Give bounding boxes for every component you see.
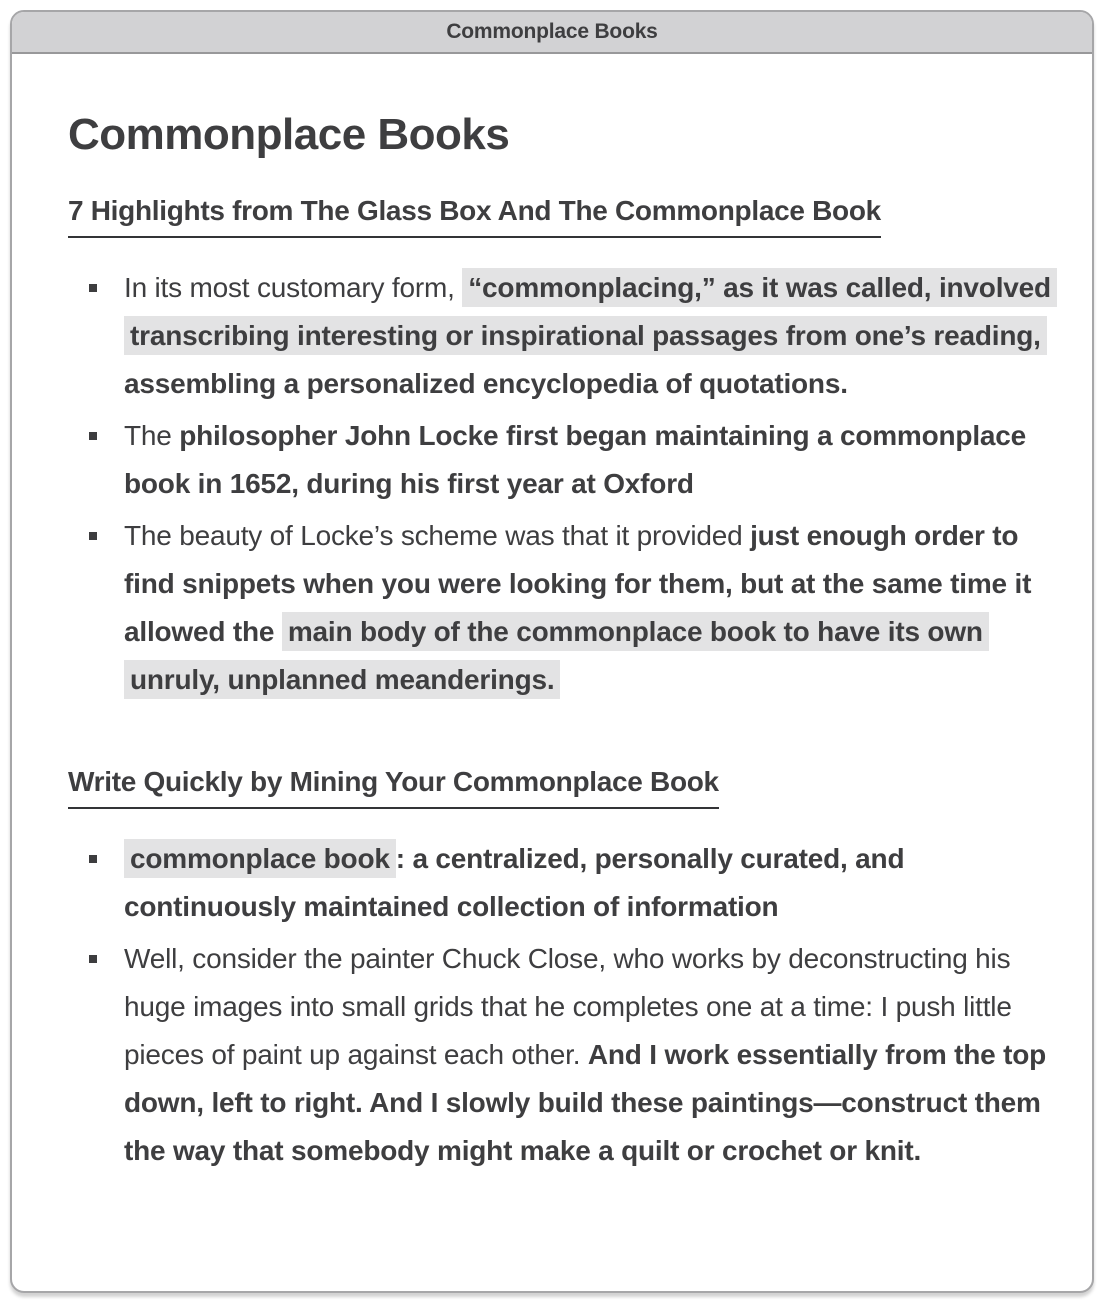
section-heading: 7 Highlights from The Glass Box And The Commonplace Book [68, 194, 881, 238]
bold-text: : a centralized, personally curated, and continuously maintained collection of information [124, 843, 905, 922]
list-item [68, 935, 1070, 1175]
bullet-icon [89, 432, 97, 440]
bullet-icon [89, 532, 97, 540]
bold-text: assembling a personalized encyclopedia of quotations. [124, 368, 848, 399]
bullet-icon [89, 855, 97, 863]
bullet-icon [89, 284, 97, 292]
notes-window [10, 10, 1094, 1293]
list-item [68, 412, 1070, 508]
text-run: In its most customary form, [124, 272, 463, 303]
list-item [68, 835, 1070, 931]
document-section [68, 758, 1070, 1175]
text-run: The beauty of Locke’s scheme was that it provided [124, 520, 751, 551]
highlight-list [68, 264, 1070, 704]
highlighted-text: “commonplacing,” as it was called, involved transcribing interesting or inspirational passages from one’s reading, [124, 268, 1057, 355]
highlighted-text: commonplace book [124, 839, 396, 878]
list-item [68, 512, 1070, 704]
highlighted-text: main body of the commonplace book to have its own unruly, unplanned meanderings. [124, 612, 989, 699]
window-titlebar[interactable] [12, 12, 1092, 54]
text-run: The [124, 420, 180, 451]
sections [68, 187, 1070, 1175]
highlight-list [68, 835, 1070, 1175]
list-item [68, 264, 1070, 408]
document-content [12, 54, 1092, 1215]
bold-text: just enough order to find snippets when you were looking for them, but at the same time it allowed the [124, 520, 1032, 647]
bullet-icon [89, 955, 97, 963]
document-section [68, 187, 1070, 704]
section-heading: Write Quickly by Mining Your Commonplace Book [68, 765, 719, 809]
bold-text: philosopher John Locke first began maintaining a commonplace book in 1652, during his first year at Oxford [124, 420, 1027, 499]
window-title: Commonplace Books [446, 20, 658, 43]
page-title: Commonplace Books [68, 110, 510, 159]
bold-text: And I work essentially from the top down, left to right. And I slowly build these paintings—construct them the way that somebody might make a quilt or crochet or knit. [124, 1039, 1047, 1166]
text-run: Well, consider the painter Chuck Close, who works by deconstructing his huge images into small grids that he completes one at a time: I push little pieces of paint up against each other. [124, 943, 1012, 1070]
